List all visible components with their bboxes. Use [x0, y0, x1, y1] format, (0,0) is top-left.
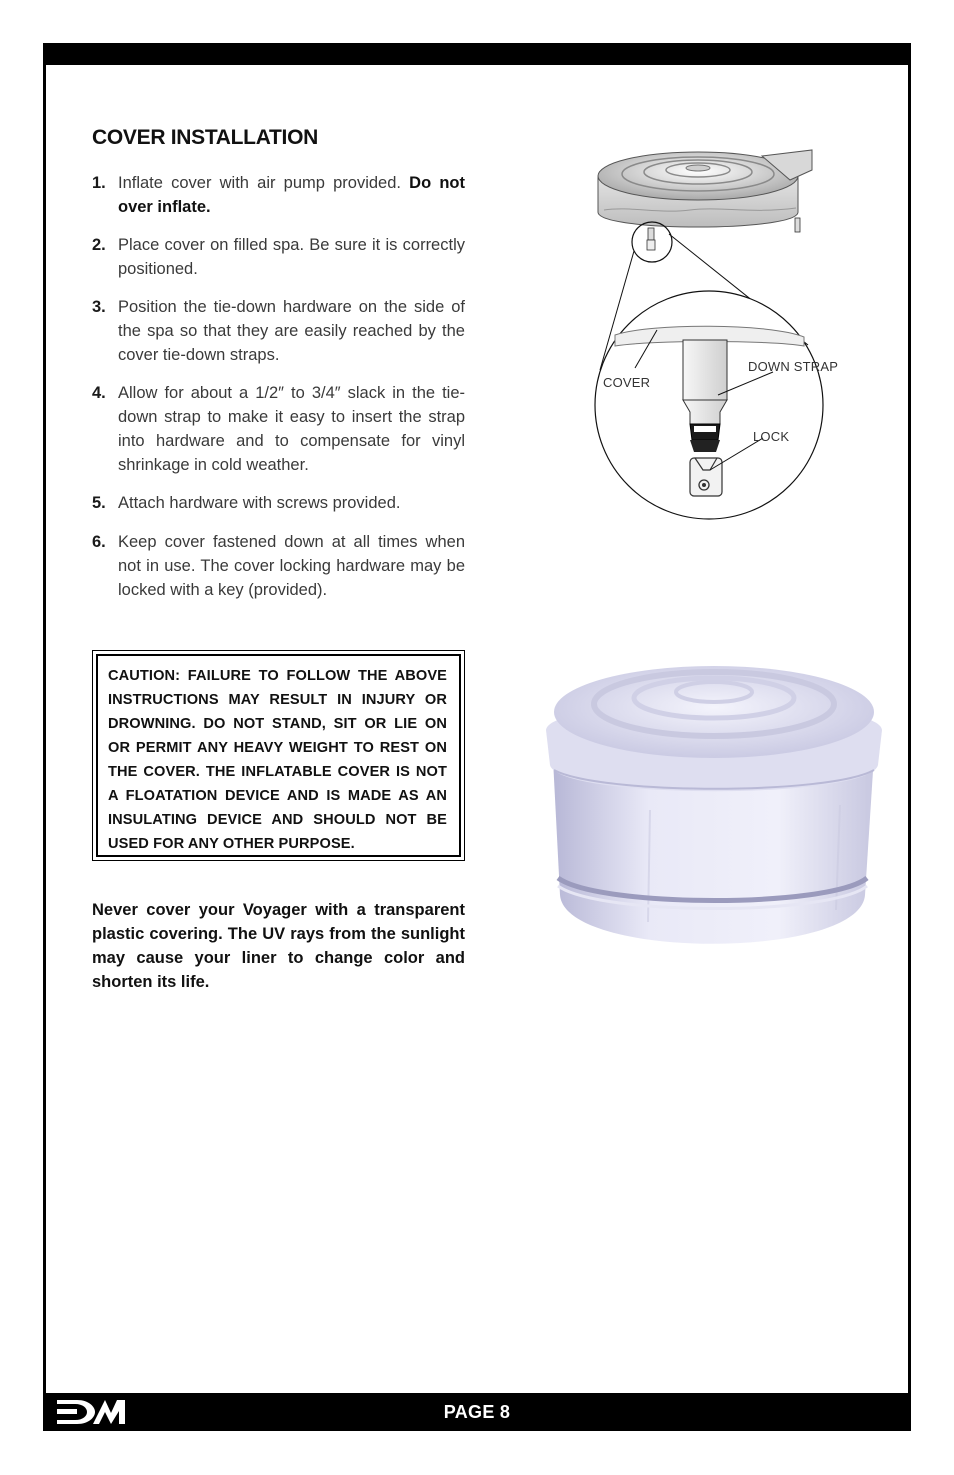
- step-text: Position the tie-down hardware on the side of the spa so that they are easily reached by the cover tie-down straps.: [118, 298, 465, 364]
- step-number: 5.: [92, 494, 106, 512]
- step-emphasis: Do not over inflate.: [118, 174, 465, 216]
- instruction-step: [92, 171, 465, 219]
- instruction-step: [92, 530, 465, 602]
- tie-down-diagram-drawing: [590, 140, 850, 530]
- header-bar: [43, 43, 911, 65]
- step-number: 6.: [92, 533, 106, 551]
- step-text: Keep cover fastened down at all times when not in use. The cover locking hardware may be locked with a key (provided).: [118, 533, 465, 599]
- section-title: COVER INSTALLATION: [92, 126, 318, 149]
- instruction-list: [92, 171, 465, 602]
- step-number: 1.: [92, 174, 106, 192]
- covered-spa-illustration: [540, 660, 885, 950]
- footer-bar: [43, 1393, 911, 1431]
- instruction-step: [92, 381, 465, 477]
- step-text: Inflate cover with air pump provided.: [118, 174, 401, 192]
- caution-box: [92, 650, 465, 861]
- step-number: 2.: [92, 236, 106, 254]
- label-down-strap: DOWN STRAP: [748, 359, 839, 374]
- step-text: Allow for about a 1/2″ to 3/4″ slack in the tie-down strap to make it easy to insert the strap into hardware and to compensate for vinyl shrinkage in cold weather.: [118, 384, 465, 474]
- uv-warning: Never cover your Voyager with a transparent plastic covering. The UV rays from the sunlight may cause your liner to change color and shorten its life.: [92, 901, 465, 991]
- caution-text: CAUTION: FAILURE TO FOLLOW THE ABOVE INSTRUCTIONS MAY RESULT IN INJURY OR DROWNING. DO NOT STAND, SIT OR LIE ON OR PERMIT ANY HEAVY WEIGHT TO REST ON THE COVER. THE INFLATABLE COVER IS NOT A FLOATATION DEVICE AND IS MADE AS AN INSULATING DEVICE AND SHOULD NOT BE USED FOR ANY OTHER PURPOSE.: [96, 654, 461, 857]
- label-lock: LOCK: [753, 429, 790, 444]
- step-text: Place cover on filled spa. Be sure it is correctly positioned.: [118, 236, 465, 278]
- instruction-step: [92, 233, 465, 281]
- step-number: 4.: [92, 384, 106, 402]
- instruction-step: [92, 491, 465, 515]
- step-number: 3.: [92, 298, 106, 316]
- covered-spa-photo: [540, 660, 885, 950]
- tie-down-diagram: [590, 140, 850, 530]
- page-number: PAGE 8: [443, 1402, 511, 1422]
- label-cover: COVER: [603, 375, 651, 390]
- step-text: Attach hardware with screws provided.: [118, 494, 401, 512]
- instruction-step: [92, 295, 465, 367]
